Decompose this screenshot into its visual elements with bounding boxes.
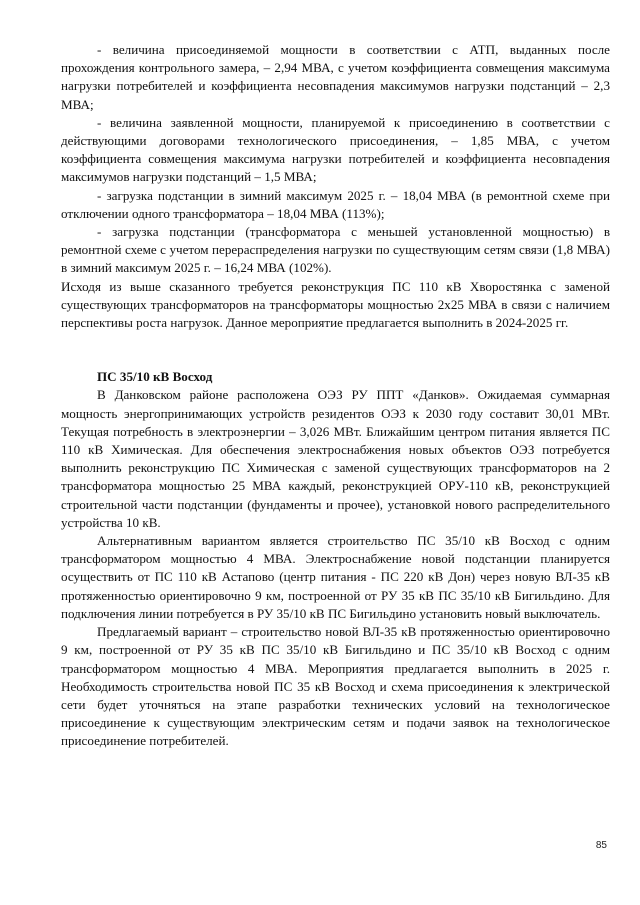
section-spacer [61, 332, 610, 368]
body-paragraph-oez: В Данковском районе расположена ОЭЗ РУ ППТ «Данков». Ожидаемая суммарная мощность энергопринимающих устройств резидентов ОЭЗ к 2030 году составит 30,01 МВт. Текущая потребность в электроэнергии – 3,026 МВт. Ближайшим центром питания является ПС 110 кВ Химическая. Для обеспечения электроснабжения новых объектов ОЭЗ потребуется выполнить реконструкцию ПС Химическая с заменой существующих трансформаторов на 2 трансформатора мощностью 25 МВА каждый, реконструкцией ОРУ-110 кВ, реконструкцией строительной части подстанции (фундаменты и прочее), установкой нового распределительного устройства 10 кВ. [61, 387, 610, 530]
list-item-repair-scheme-load: - загрузка подстанции (трансформатора с меньшей установленной мощностью) в ремонтной схеме с учетом перераспределения нагрузки по существующим сетям связи (1,8 МВА) в зимний максимум 2025 г. – 16,24 МВА (102%). [61, 224, 610, 276]
body-paragraph-alternative: Альтернативным вариантом является строительство ПС 35/10 кВ Восход с одним трансформатором мощностью 4 МВА. Электроснабжение новой подстанции планируется осуществить от ПС 110 кВ Астапово (центр питания - ПС 220 кВ Дон) через новую ВЛ-35 кВ протяженностью ориентировочно 9 км, построенной от РУ 35 кВ ПС 35/10 кВ Бигильдино. Для подключения линии потребуется в РУ 35/10 кВ ПС Бигильдино установить новый выключатель. [61, 533, 610, 621]
list-item-winter-load: - загрузка подстанции в зимний максимум 2025 г. – 18,04 МВА (в ремонтной схеме при отключении одного трансформатора – 18,04 МВА (113%); [61, 187, 610, 221]
list-item-declared-power: - величина заявленной мощности, планируемой к присоединению в соответствии с действующими договорами технологического присоединения, – 1,85 МВА, с учетом коэффициента совмещения максимума нагрузки потребителей и коэффициента несовпадения максимумов нагрузки подстанций – 1,5 МВА; [61, 114, 610, 185]
conclusion-paragraph: Исходя из выше сказанного требуется реконструкция ПС 110 кВ Хворостянка с заменой существующих трансформаторов на трансформаторы мощностью 2х25 МВА в связи с наличием перспективы роста нагрузок. Данное мероприятие предлагается выполнить в 2024-2025 гг. [61, 278, 610, 331]
body-paragraph-proposed: Предлагаемый вариант – строительство новой ВЛ-35 кВ протяженностью ориентировочно 9 км, построенной от РУ 35 кВ ПС 35/10 кВ Бигильдино и ПС 35/10 кВ Восход с одним трансформатором мощностью 4 МВА. Мероприятия предлагается выполнить в 2025 г. Необходимость строительства новой ПС 35 кВ Восход и схема присоединения к электрической сети будет уточняться на этапе разработки технических условий на технологическое присоединение к существующим электрическим сетям и подачи заявок на технологическое присоединение потребителей. [61, 624, 610, 749]
page-body [61, 41, 610, 751]
section-heading: ПС 35/10 кВ Восход [97, 369, 213, 385]
list-item-connected-power: - величина присоединяемой мощности в соответствии с АТП, выданных после прохождения контрольного замера, – 2,94 МВА, с учетом коэффициента совмещения максимума нагрузки потребителей и коэффициента несовпадения максимумов нагрузки подстанций – 2,3 МВА; [61, 42, 610, 112]
page-number: 85 [595, 840, 607, 851]
